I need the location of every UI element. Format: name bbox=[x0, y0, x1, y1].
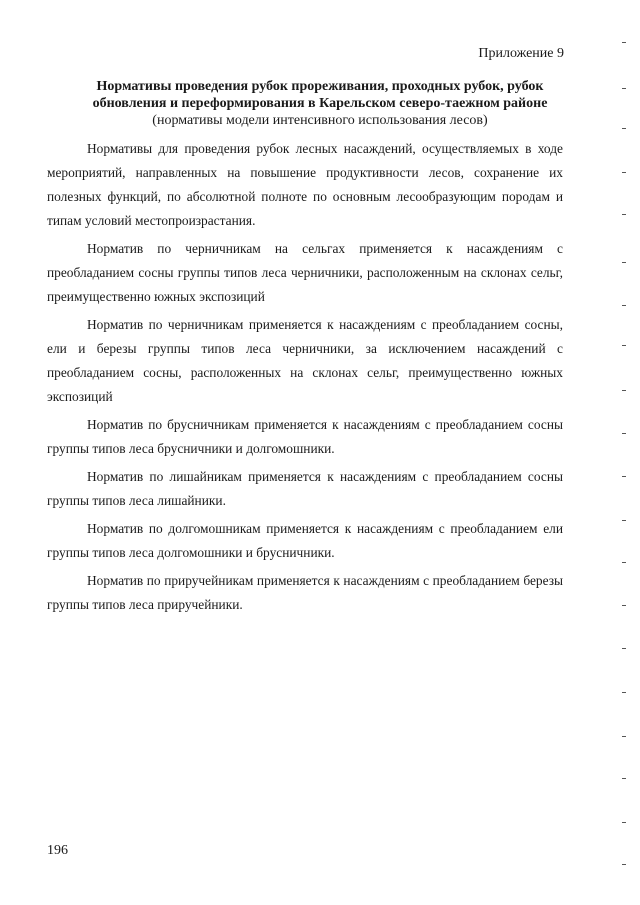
scan-mark bbox=[622, 476, 626, 477]
scan-mark bbox=[622, 692, 626, 693]
page-number: 196 bbox=[47, 843, 68, 858]
scan-mark bbox=[622, 562, 626, 563]
scan-mark bbox=[622, 42, 626, 43]
scan-mark bbox=[622, 520, 626, 521]
scan-mark bbox=[622, 88, 626, 89]
scan-mark bbox=[622, 128, 626, 129]
scan-mark bbox=[622, 433, 626, 434]
scan-mark bbox=[622, 822, 626, 823]
scan-mark bbox=[622, 864, 626, 865]
paragraph: Норматив по приручейникам применяется к насаждениям с преобладанием березы группы типов леса приручейники. bbox=[47, 573, 563, 612]
scan-mark bbox=[622, 305, 626, 306]
paragraph: Норматив по черничникам применяется к насаждениям с преобладанием сосны, ели и березы группы типов леса черничники, за исключением насаждений с преобладанием сосны, расположенных на склонах сельг, преимущественно южных экспозиций bbox=[47, 317, 563, 404]
scan-mark bbox=[622, 262, 626, 263]
appendix-label: Приложение 9 bbox=[478, 46, 564, 61]
paragraph: Норматив по долгомошникам применяется к насаждениям с преобладанием ели группы типов леса долгомошники и брусничники. bbox=[47, 521, 563, 560]
scan-mark bbox=[622, 214, 626, 215]
document-title bbox=[60, 78, 580, 129]
scan-mark bbox=[622, 648, 626, 649]
scan-mark bbox=[622, 390, 626, 391]
title-line-1: Нормативы проведения рубок прореживания, проходных рубок, рубок bbox=[96, 79, 544, 94]
scan-mark bbox=[622, 605, 626, 606]
paragraph: Норматив по черничникам на сельгах применяется к насаждениям с преобладанием сосны группы типов леса черничники, расположенным на склонах сельг, преимущественно южных экспозиций bbox=[47, 241, 563, 304]
title-subtitle: (нормативы модели интенсивного использования лесов) bbox=[152, 113, 488, 128]
title-line-2: обновления и переформирования в Карельском северо-таежном районе bbox=[92, 96, 548, 111]
scan-mark bbox=[622, 172, 626, 173]
body-text bbox=[47, 137, 563, 617]
paragraph: Норматив по брусничникам применяется к насаждениям с преобладанием сосны группы типов леса брусничники и долгомошники. bbox=[47, 417, 563, 456]
paragraph: Норматив по лишайникам применяется к насаждениям с преобладанием сосны группы типов леса лишайники. bbox=[47, 469, 563, 508]
paragraph: Нормативы для проведения рубок лесных насаждений, осуществляемых в ходе мероприятий, направленных на повышение продуктивности лесов, сохранение их полезных функций, по абсолютной полноте по основным лесообразующим породам и типам условий местопроизрастания. bbox=[47, 141, 563, 228]
scan-mark bbox=[622, 345, 626, 346]
scan-mark bbox=[622, 736, 626, 737]
scan-mark bbox=[622, 778, 626, 779]
